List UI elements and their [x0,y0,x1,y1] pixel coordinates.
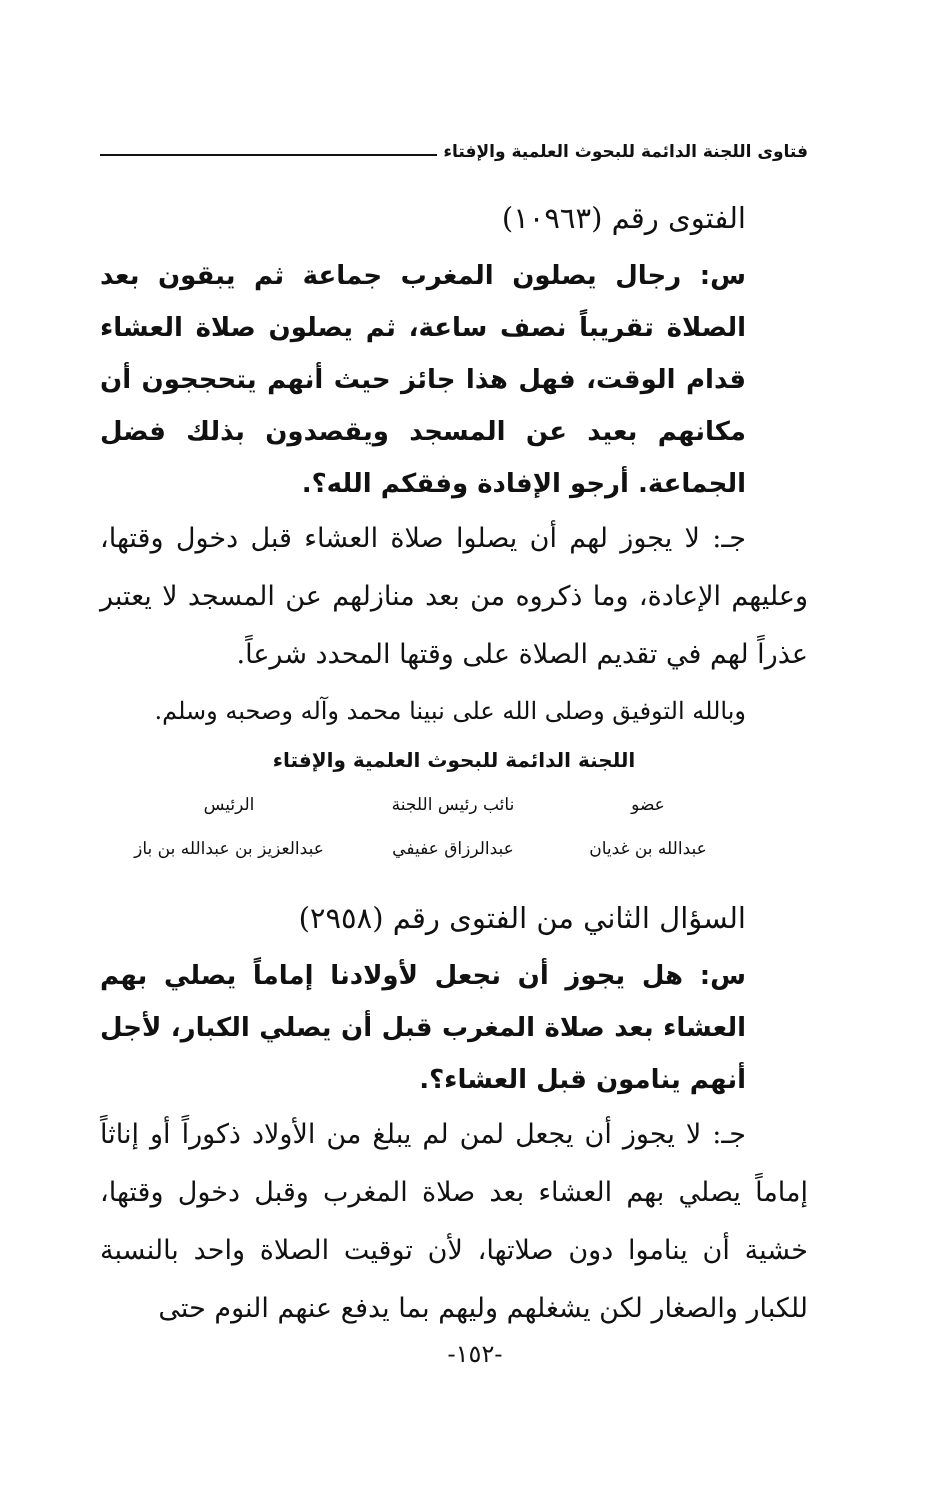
closing-prayer: وبالله التوفيق وصلى الله على نبينا محمد وآله وصحبه وسلم. [154,697,746,725]
fatwa-title: السؤال الثاني من الفتوى رقم (٢٩٥٨) [298,901,746,935]
running-title: فتاوى اللجنة الدائمة للبحوث العلمية والإفتاء [443,142,808,162]
signatory-role: الرئيس [203,795,255,815]
signatory-name: عبدالعزيز بن عبدالله بن باز [134,839,324,859]
fatwa-question: س: هل يجوز أن نجعل لأولادنا إماماً يصلي بهم العشاء بعد صلاة المغرب قبل أن يصلي الكبار، لأجل أنهم ينامون قبل العشاء؟. [100,961,746,1095]
signatory-name: عبدالرزاق عفيفي [392,839,514,859]
signatory-role: نائب رئيس اللجنة [391,795,515,815]
fatwa-answer: جـ: لا يجوز أن يجعل لمن لم يبلغ من الأولاد ذكوراً أو إناثاً إماماً يصلي بهم العشاء بعد صلاة المغرب وقبل دخول وقتها، خشية أن يناموا دون صلاتها، لأن توقيت الصلاة واحد بالنسبة للكبار والصغار لكن يشغلهم وليهم بما يدفع عنهم النوم حتى [100,1119,808,1324]
committee-name: اللجنة الدائمة للبحوث العلمية والإفتاء [272,748,636,772]
section-gap [100,864,808,890]
signatories [100,790,748,864]
signatory-name: عبدالله بن غديان [589,839,707,859]
fatwa-question: س: رجال يصلون المغرب جماعة ثم يبقون بعد الصلاة تقريباً نصف ساعة، ثم يصلون صلاة العشاء قدام الوقت، فهل هذا جائز حيث أنهم يتحججون أن مكانهم بعيد عن المسجد ويقصدون بذلك فضل الجماعة. أرجو الإفادة وفقكم الله؟. [100,261,746,499]
signatory-role: عضو [631,795,665,815]
page-content [100,190,808,1338]
header-rule [100,154,437,156]
fatwa-title: الفتوى رقم (١٠٩٦٣) [501,201,746,235]
running-header [100,122,808,162]
page-number: -١٥٢- [447,1340,503,1368]
fatwa-answer: جـ: لا يجوز لهم أن يصلوا صلاة العشاء قبل دخول وقتها، وعليهم الإعادة، وما ذكروه من بعد منازلهم عن المسجد لا يعتبر عذراً لهم في تقديم الصلاة على وقتها المحدد شرعاً. [100,523,808,670]
